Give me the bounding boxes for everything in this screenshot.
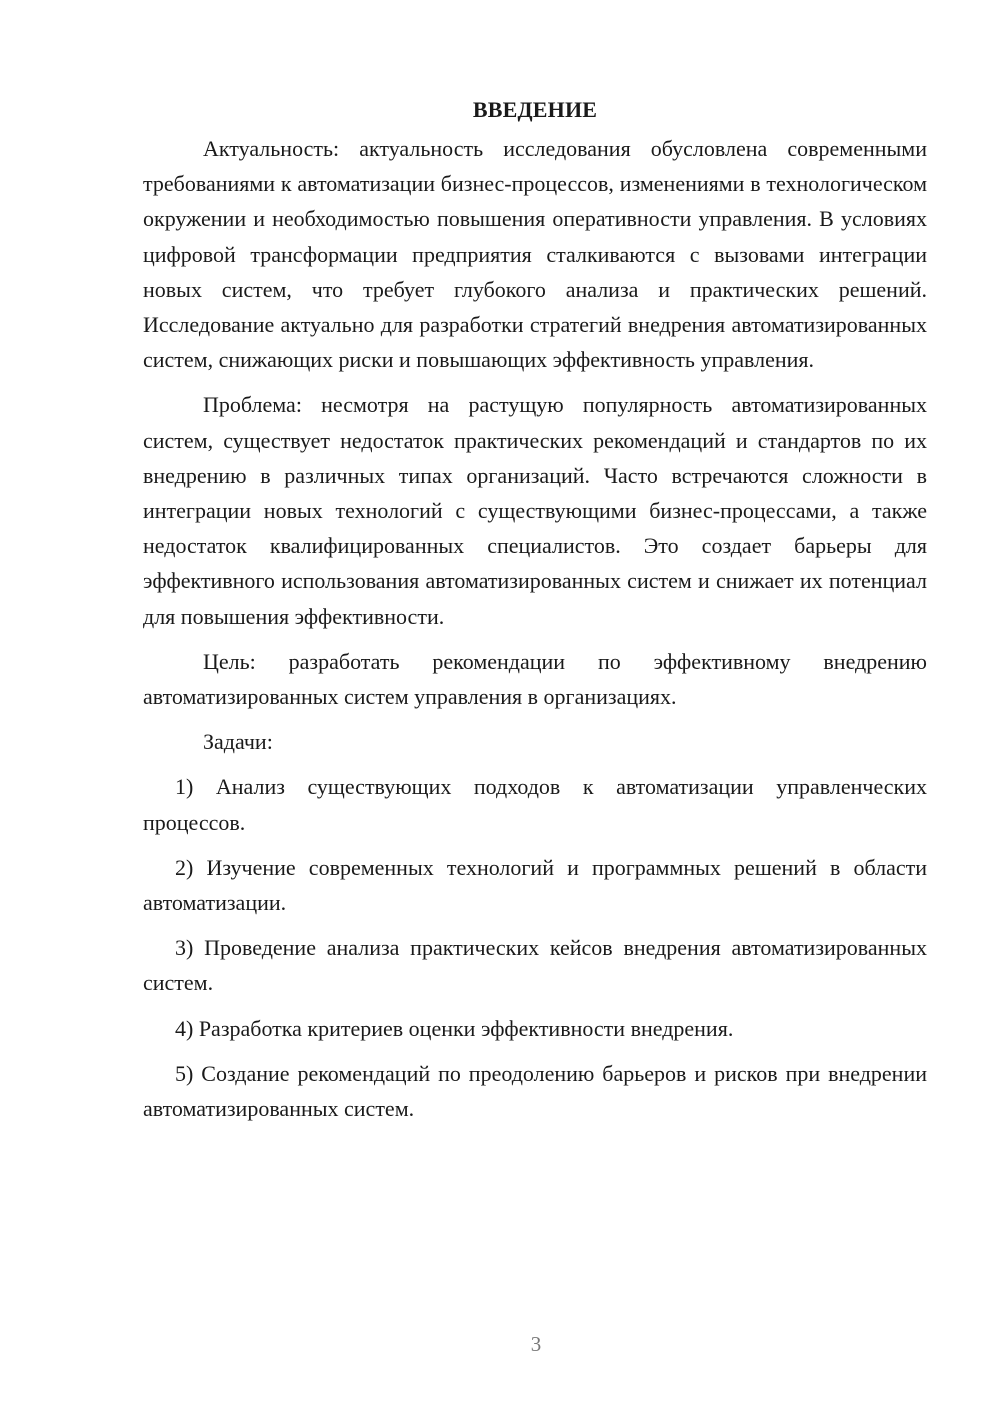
paragraph-relevance: Актуальность: актуальность исследования обусловлена современными требованиями к автоматизации бизнес-процессов, изменениями в технологическом окружении и необходимостью повышения оперативности управления. В условиях цифровой трансформации предприятия сталкиваются с вызовами интеграции новых систем, что требует глубокого анализа и практических решений. Исследование актуально для разработки стратегий внедрения автоматизированных систем, снижающих риски и повышающих эффективность управления. [143,136,927,373]
section-heading: ВВЕДЕНИЕ [472,97,598,122]
task-item: 4) Разработка критериев оценки эффективности внедрения. [175,1015,734,1041]
page-number: 3 [530,1332,542,1356]
task-item: 3) Проведение анализа практических кейсов внедрения автоматизированных систем. [143,935,927,996]
tasks-list [143,769,927,1126]
task-item: 5) Создание рекомендаций по преодолению барьеров и рисков при внедрении автоматизированных систем. [143,1060,927,1122]
paragraph-goal: Цель: разработать рекомендации по эффективному внедрению автоматизированных систем управления в организациях. [143,648,927,710]
tasks-label: Задачи: [203,729,273,755]
task-item: 2) Изучение современных технологий и программных решений в области автоматизации. [143,854,927,916]
document-page [143,92,927,1136]
paragraph-problem: Проблема: несмотря на растущую популярность автоматизированных систем, существует недостаток практических рекомендаций и стандартов по их внедрению в различных типах организаций. Часто встречаются сложности в интеграции новых технологий с существующими бизнес-процессами, а также недостаток квалифицированных специалистов. Это создает барьеры для эффективного использования автоматизированных систем и снижает их потенциал для повышения эффективности. [143,392,927,629]
task-item: 1) Анализ существующих подходов к автоматизации управленческих процессов. [143,774,927,835]
